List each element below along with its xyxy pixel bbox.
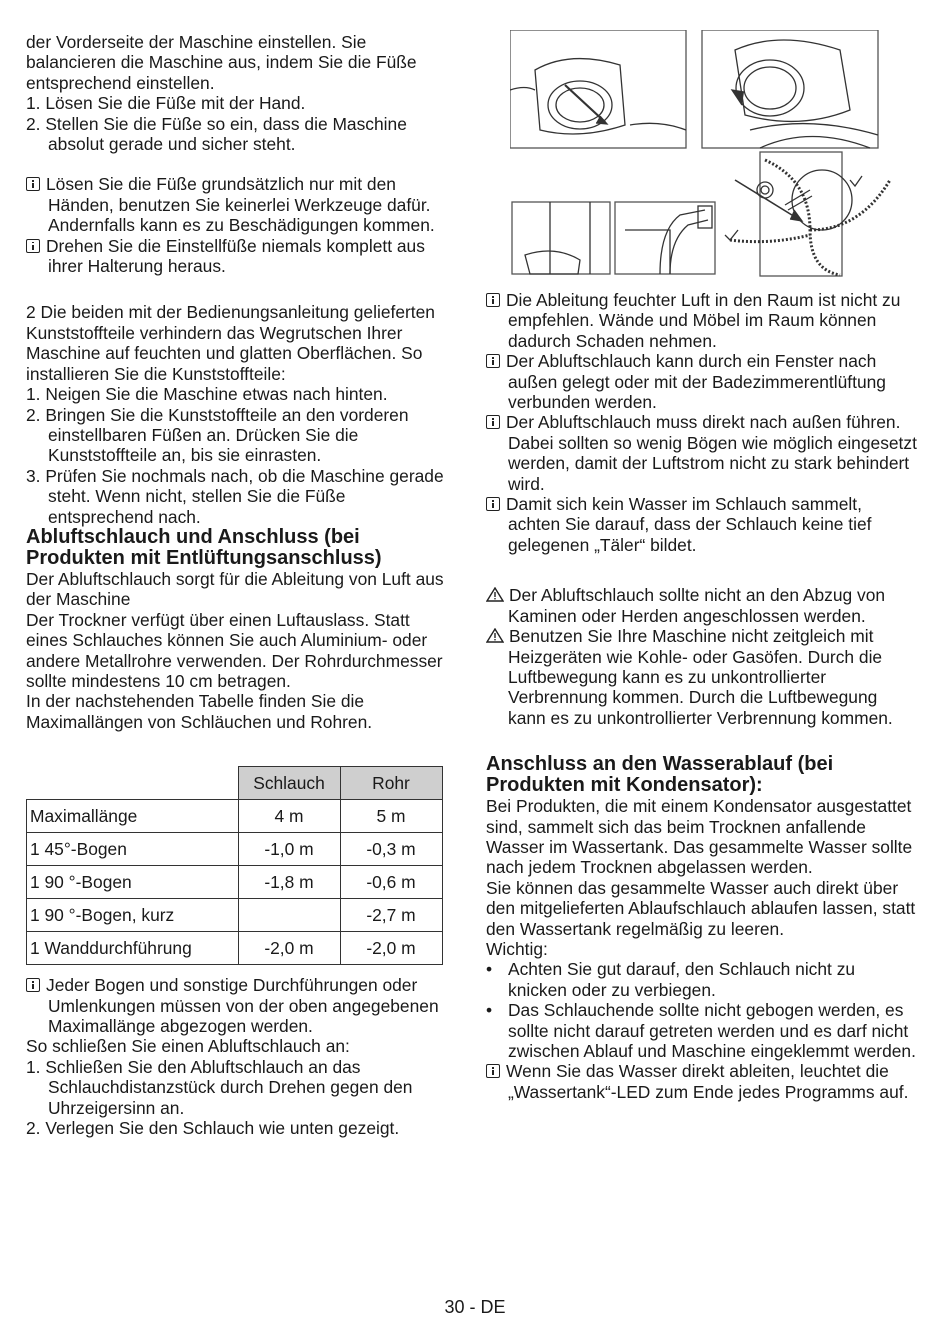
info-icon: [486, 293, 500, 307]
info-icon: [486, 354, 500, 368]
length-table: [26, 766, 443, 965]
hose-rotate-figure: [702, 30, 878, 148]
right-column: [486, 290, 918, 1102]
warning-icon: [486, 628, 504, 643]
table-cell: 1 90 °-Bogen: [27, 866, 239, 899]
table-cell: 1 90 °-Bogen, kurz: [27, 899, 239, 932]
info-note: Damit sich kein Wasser im Schlauch sammelt, achten Sie darauf, dass der Schlauch keine tief gelegenen „Täler“ bildet.: [486, 494, 918, 555]
table-header-row: [27, 767, 443, 800]
bullet-icon: •: [486, 959, 493, 980]
table-cell: -0,6 m: [340, 866, 442, 899]
info-note: Lösen Sie die Füße grundsätzlich nur mit den Händen, benutzen Sie keinerlei Werkzeuge dafür. Andernfalls kann es zu Beschädigungen kommen.: [26, 174, 452, 235]
paragraph: Wichtig:: [486, 938, 548, 959]
table-row: [27, 932, 443, 965]
table-cell: [238, 899, 340, 932]
info-note: Wenn Sie das Wasser direkt ableiten, leuchtet die „Wassertank“-LED zum Ende jedes Programms auf.: [486, 1061, 918, 1102]
table-header: Rohr: [340, 767, 442, 800]
info-note: Der Abluftschlauch muss direkt nach außen führen. Dabei sollten so wenig Bögen wie möglich eingesetzt werden, damit der Luftstrom nicht zu stark behindert wird.: [486, 412, 918, 494]
paragraph: 2 Die beiden mit der Bedienungsanleitung gelieferten Kunststoffteile verhindern das Wegrutschen Ihrer Maschine auf feuchten und glatten Oberflächen. So installieren Sie die Kunststoffteile:: [26, 302, 435, 384]
paragraph: So schließen Sie einen Abluftschlauch an:: [26, 1036, 350, 1057]
table-row: [27, 800, 443, 833]
table-cell: -2,0 m: [340, 932, 442, 965]
paragraph: Der Abluftschlauch sorgt für die Ableitung von Luft aus der Maschine: [26, 568, 444, 610]
warning-note: Der Abluftschlauch sollte nicht an den Abzug von Kaminen oder Herden angeschlossen werden.: [486, 585, 918, 626]
left-column: [26, 32, 452, 1138]
table-header: Schlauch: [238, 767, 340, 800]
table-cell: 5 m: [340, 800, 442, 833]
table-cell: Maximallänge: [27, 800, 239, 833]
info-icon: [486, 497, 500, 511]
warning-note: Benutzen Sie Ihre Maschine nicht zeitgleich mit Heizgeräten wie Kohle- oder Gasöfen. Durch die Luftbewegung kann es zu unkontrollierter Verbrennung kommen. Durch die Luftbewegung kann es zu unkontrollierter Verbrennung kommen.: [486, 626, 918, 728]
table-cell: -2,7 m: [340, 899, 442, 932]
page-number: 30 - DE: [444, 1297, 506, 1317]
paragraph: Sie können das gesammelte Wasser auch direkt über den mitgelieferten Ablaufschlauch ablaufen lassen, statt den Wassertank regelmäßig zu leeren.: [486, 877, 916, 939]
list-item: 2. Bringen Sie die Kunststoffteile an den vorderen einstellbaren Füßen an. Drücken Sie die Kunststoffteile an, bis sie einrasten.: [26, 404, 409, 466]
table-cell: -0,3 m: [340, 833, 442, 866]
bullet-item: • Das Schlauchende sollte nicht gebogen werden, es sollte nicht darauf getreten werden und es darf nicht zwischen Ablauf und Maschine eingeklemmt werden.: [486, 1000, 916, 1061]
info-icon: [26, 239, 40, 253]
wall-hose-figure: [512, 202, 715, 274]
table-row: [27, 866, 443, 899]
info-icon: [26, 978, 40, 992]
list-item: 2. Stellen Sie die Füße so ein, dass die Maschine absolut gerade und sicher steht.: [26, 113, 407, 155]
table-row: [27, 899, 443, 932]
section-heading: Anschluss an den Wasserablauf (bei Produkten mit Kondensator):: [486, 753, 834, 797]
list-item: 3. Prüfen Sie nochmals nach, ob die Maschine gerade steht. Wenn nicht, stellen Sie die Füße entsprechend nach.: [26, 465, 444, 527]
table-cell: -2,0 m: [238, 932, 340, 965]
section-heading: Abluftschlauch und Anschluss (bei Produkten mit Entlüftungsanschluss): [26, 525, 382, 569]
info-icon: [486, 415, 500, 429]
list-item: 2. Verlegen Sie den Schlauch wie unten gezeigt.: [26, 1118, 400, 1139]
list-item: 1. Neigen Sie die Maschine etwas nach hinten.: [26, 384, 388, 405]
paragraph: In der nachstehenden Tabelle finden Sie die Maximallängen von Schläuchen und Rohren.: [26, 691, 373, 732]
hose-connect-figure: [510, 30, 686, 148]
paragraph: Der Trockner verfügt über einen Luftauslass. Statt eines Schlauches können Sie auch Aluminium- oder andere Metallrohre verwenden. Der Rohrdurchmesser sollte mindestens 10 cm betragen.: [26, 609, 443, 691]
installation-figures: [510, 30, 930, 280]
info-note: Die Ableitung feuchter Luft in den Raum ist nicht zu empfehlen. Wände und Möbel im Raum können dadurch Schaden nehmen.: [486, 290, 918, 351]
hose-routing-figure: [725, 152, 890, 276]
warning-icon: [486, 587, 504, 602]
table-cell: 4 m: [238, 800, 340, 833]
info-note: Jeder Bogen und sonstige Durchführungen oder Umlenkungen müssen von der oben angegebenen Maximallänge abgezogen werden.: [26, 975, 452, 1036]
table-cell: 1 Wanddurchführung: [27, 932, 239, 965]
table-cell: -1,0 m: [238, 833, 340, 866]
bullet-icon: •: [486, 1000, 493, 1021]
bullet-item: • Achten Sie gut darauf, den Schlauch nicht zu knicken oder zu verbiegen.: [486, 959, 856, 1000]
paragraph: Bei Produkten, die mit einem Kondensator ausgestattet sind, sammelt sich das beim Trocknen anfallende Wasser im Wassertank. Das gesammelte Wasser sollte nach jedem Trocknen abgelassen werden.: [486, 796, 913, 878]
info-icon: [26, 177, 40, 191]
info-icon: [486, 1064, 500, 1078]
table-cell: -1,8 m: [238, 866, 340, 899]
list-item: 1. Schließen Sie den Abluftschlauch an das Schlauchdistanzstück durch Drehen gegen den Uhrzeigersinn an.: [26, 1056, 413, 1118]
intro-text: der Vorderseite der Maschine einstellen. Sie balancieren die Maschine aus, indem Sie die Füße entsprechend einstellen.: [26, 32, 417, 93]
list-item: 1. Lösen Sie die Füße mit der Hand.: [26, 93, 306, 114]
table-cell: 1 45°-Bogen: [27, 833, 239, 866]
info-note: Der Abluftschlauch kann durch ein Fenster nach außen gelegt oder mit der Badezimmerentlüftung verbunden werden.: [486, 351, 918, 412]
info-note: Drehen Sie die Einstellfüße niemals komplett aus ihrer Halterung heraus.: [26, 236, 452, 277]
table-row: [27, 833, 443, 866]
